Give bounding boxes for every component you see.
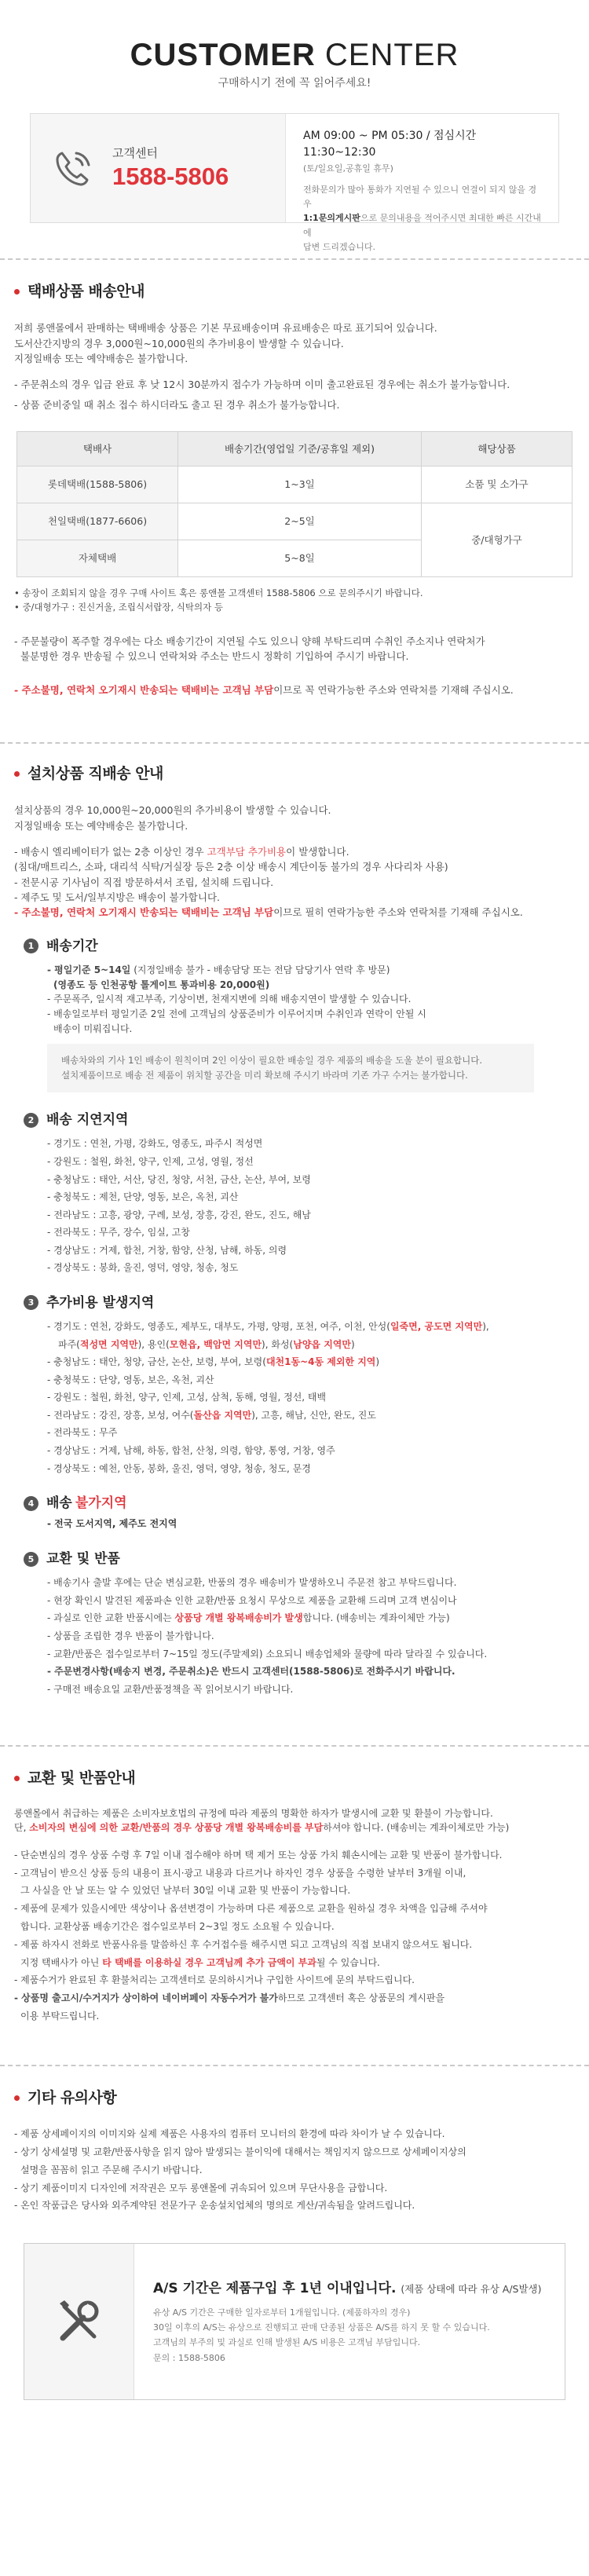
text-line: - 경상북도 : 봉화, 울진, 영덕, 영양, 청송, 청도 bbox=[47, 1262, 239, 1274]
text-line: - 고객님이 받으신 상품 등의 내용이 표시·광고 내용과 다르거나 하자인 경우 상품을 수령한 날부터 3개월 이내, bbox=[14, 1867, 466, 1879]
table-cell: 소품 및 소가구 bbox=[422, 467, 573, 503]
number-badge: 2 bbox=[24, 1113, 38, 1128]
cs-board-link[interactable]: 1:1문의게시판 bbox=[303, 213, 360, 224]
text-line: 파주( bbox=[58, 1338, 80, 1350]
sub-title: 배송 지연지역 bbox=[46, 1112, 129, 1129]
text-line: - 충청북도 : 단양, 영동, 보은, 옥천, 괴산 bbox=[47, 1374, 214, 1385]
text-line: - 구매전 배송요일 교환/반품정책을 꼭 읽어보시기 바랍니다. bbox=[47, 1683, 294, 1695]
text-line: - 상품 준비중일 때 취소 접수 하시더라도 출고 된 경우 취소가 불가능합니다. bbox=[14, 398, 340, 411]
notice-box bbox=[47, 1044, 534, 1092]
text-line: 도서산간지방의 경우 3,000원~10,000원의 추가비용이 발생할 수 있습니다. bbox=[14, 337, 344, 349]
warning-text: 모현읍, 백암면 지역만 bbox=[169, 1338, 262, 1350]
text-line: - 주문취소의 경우 입금 완료 후 낮 12시 30분까지 접수가 가능하며 이미 출고완료된 경우에는 취소가 불가능합니다. bbox=[14, 379, 510, 391]
text-line: 하셔야 합니다. (배송비는 계좌이체로만 가능) bbox=[323, 1822, 510, 1834]
number-badge: 3 bbox=[24, 1295, 38, 1310]
text-line: 이 발생합니다. bbox=[286, 845, 349, 858]
text-line: 합니다. 교환상품 배송기간은 접수일로부터 2~3일 정도 소요될 수 있습니다. bbox=[20, 1920, 335, 1932]
warning-text: 소비자의 변심에 의한 교환/반품의 경우 상품당 개별 왕복배송비를 부담 bbox=[29, 1822, 324, 1834]
as-phone[interactable]: 문의 : 1588-5806 bbox=[153, 2352, 225, 2363]
warning-text: 고객부담 추가비용 bbox=[207, 845, 287, 858]
sub-exchange-return bbox=[14, 1549, 575, 1698]
section-other-notes bbox=[0, 2066, 589, 2215]
text-line: - 상기 제품이미지 디자인에 저작권은 모두 롱앤몰에 귀속되어 있으며 무단사용을 금합니다. bbox=[14, 2182, 388, 2194]
notice-line: 설치제품이므로 배송 전 제품이 위치할 공간을 미리 확보해 주시기 바라며 기존 가구 수거는 불가합니다. bbox=[61, 1070, 468, 1081]
text-line: - 배송일로부터 평일기준 2일 전에 고객님의 상품준비가 이루어지며 수취인과 연락이 안될 시 bbox=[47, 1008, 426, 1019]
text-line: ) bbox=[375, 1356, 380, 1368]
text-line: - 충청북도 : 제천, 단양, 영동, 보은, 옥천, 괴산 bbox=[47, 1191, 239, 1203]
text-line: 이므로 꼭 연락가능한 주소와 연락처를 기재해 주십시오. bbox=[273, 684, 514, 697]
sub-title: 배송기간 bbox=[46, 938, 98, 954]
warning-text: 타 택배를 이용하실 경우 고객님께 추가 금액이 부과 bbox=[102, 1956, 316, 1968]
sub-title: 배송 bbox=[46, 1495, 72, 1512]
text-line: - 단순변심의 경우 상품 수령 후 7일 이내 접수해야 하며 택 제거 또는 상품 가치 훼손시에는 교환 및 반품이 불가합니다. bbox=[14, 1849, 503, 1861]
text-line: - 제품에 문제가 있을시에만 색상이나 옵션변경이 가능하며 다른 제품으로 교환을 원하실 경우 차액을 입금해 주셔야 bbox=[14, 1903, 488, 1915]
cs-note bbox=[303, 183, 543, 254]
tools-icon bbox=[24, 2244, 134, 2399]
notice-line: 배송차와의 기사 1인 배송이 원칙이며 2인 이상이 필요한 배송일 경우 제품의 배송을 도울 분이 필요합니다. bbox=[61, 1055, 483, 1067]
as-line: 유상 A/S 기간은 구매한 일자로부터 1개월입니다. (제품하자의 경우) bbox=[153, 2307, 411, 2318]
text-line: ), 화성( bbox=[262, 1338, 294, 1350]
text-line: 합니다. (배송비는 계좌이체만 가능) bbox=[302, 1612, 450, 1624]
warning-line: 지정일배송 또는 예약배송은 불가합니다. bbox=[14, 352, 188, 364]
text-line: - 전라북도 : 무주, 장수, 임실, 고창 bbox=[47, 1227, 190, 1239]
page-subtitle: 구매하시기 전에 꼭 읽어주세요! bbox=[218, 77, 371, 90]
text-line: - 강원도 : 철원, 화천, 양구, 인제, 고성, 삼척, 동해, 영월, 정선, 태백 bbox=[47, 1392, 327, 1403]
text-line: 저희 롱앤몰에서 판매하는 택배배송 상품은 기본 무료배송이며 유료배송은 따로 표기되어 있습니다. bbox=[14, 322, 437, 335]
number-badge: 1 bbox=[24, 939, 38, 953]
as-line: 30일 이후의 A/S는 유상으로 진행되고 판매 단종된 상품은 A/S를 하지 못 할 수 있습니다. bbox=[153, 2322, 490, 2333]
text-line: - 경기도 : 연천, 가평, 강화도, 영종도, 파주시 적성면 bbox=[47, 1138, 263, 1150]
table-row bbox=[17, 503, 573, 540]
section-title bbox=[14, 1767, 575, 1790]
number-badge: 4 bbox=[24, 1496, 38, 1511]
text-line: 될 수 있습니다. bbox=[316, 1956, 380, 1968]
text-line: - 상품을 조립한 경우 반품이 불가합니다. bbox=[47, 1630, 214, 1641]
section-title-text: 택배상품 배송안내 bbox=[27, 282, 145, 300]
warning-text: 상품당 개별 왕복배송비가 발생 bbox=[174, 1612, 303, 1624]
bullet-dot-icon bbox=[14, 289, 20, 295]
cs-hours bbox=[286, 114, 558, 252]
section-title bbox=[14, 2087, 575, 2109]
text-line: - 전라북도 : 무주 bbox=[47, 1427, 118, 1439]
table-cell: 1~3일 bbox=[178, 467, 422, 503]
shipping-table bbox=[16, 431, 573, 577]
as-line: 고객님의 부주의 및 과실로 인해 발생된 A/S 비용은 고객님 부담입니다. bbox=[153, 2337, 421, 2348]
text-line: - 배송기사 출발 후에는 단순 변심교환, 반품의 경우 배송비가 발생하오니 주문전 참고 부탁드립니다. bbox=[47, 1577, 457, 1589]
text-line: 단, bbox=[14, 1822, 30, 1834]
table-header: 배송기간(영업일 기준/공휴일 제외) bbox=[178, 432, 422, 467]
cs-note-line2: 으로 문의내용을 적어주시면 최대한 빠른 시간내에 bbox=[303, 213, 541, 238]
sub-delay-region bbox=[14, 1110, 575, 1277]
text-line: - 강원도 : 철원, 화천, 양구, 인제, 고성, 영월, 정선 bbox=[47, 1155, 254, 1167]
section-title-text: 교환 및 반품안내 bbox=[27, 1769, 136, 1787]
cs-note-line1: 전화문의가 많아 통화가 지연될 수 있으니 연결이 되지 않을 경우 bbox=[303, 185, 537, 210]
sub-delivery-period bbox=[14, 936, 575, 1092]
text-line: 이므로 필히 연락가능한 주소와 연락처를 기재해 주십시오. bbox=[273, 906, 523, 919]
sub-no-delivery-region bbox=[14, 1493, 575, 1531]
text-line: - 제품 상세페이지의 이미지와 실제 제품은 사용자의 컴퓨터 모니터의 환경에 따라 차이가 날 수 있습니다. bbox=[14, 2128, 445, 2140]
table-header: 해당상품 bbox=[422, 432, 573, 467]
text-line: - 전라남도 : 강진, 장흥, 보성, 여수( bbox=[47, 1409, 194, 1421]
text-bold: 반드시 고객센터(1588-5806)로 전화주시기 바랍니다. bbox=[221, 1666, 455, 1678]
text-line: ) bbox=[350, 1338, 355, 1350]
text-line: - 전라남도 : 고흥, 광양, 구례, 보성, 장흥, 강진, 완도, 진도, 해남 bbox=[47, 1209, 311, 1220]
bullet-dot-icon bbox=[14, 1776, 20, 1781]
text-bold: - 평일기준 5~14일 bbox=[47, 964, 131, 976]
text-line: - 충청남도 : 태안, 청양, 금산, 논산, 보령, 부여, 보령( bbox=[47, 1356, 266, 1368]
section-title-text: 설치상품 직배송 안내 bbox=[27, 764, 163, 782]
sub-extra-cost-region bbox=[14, 1293, 575, 1477]
text-line: 지정 택배사가 아닌 bbox=[20, 1956, 103, 1968]
note-line: • 송장이 조회되지 않을 경우 구매 사이트 혹은 롱앤몰 고객센터 1588-5806 으로 문의주시기 바랍니다. bbox=[14, 587, 423, 598]
cs-hours-text: AM 09:00 ~ PM 05:30 / 점심시간 11:30~12:30 bbox=[303, 129, 477, 159]
table-row bbox=[17, 467, 573, 503]
text-line: - 경기도 : 연천, 강화도, 영종도, 제부도, 대부도, 가평, 양평, 포천, 여주, 이천, 안성( bbox=[47, 1321, 390, 1333]
table-header: 택배사 bbox=[17, 432, 178, 467]
page-title bbox=[0, 39, 589, 71]
warning-text: 대천1동~4동 제외한 지역 bbox=[265, 1356, 376, 1368]
text-line: ), bbox=[482, 1321, 489, 1333]
sub-title: 교환 및 반품 bbox=[46, 1550, 120, 1567]
text-line: ), 고흥, 해남, 신안, 완도, 진도 bbox=[251, 1409, 376, 1421]
text-line: 롱앤몰에서 취급하는 제품은 소비자보호법의 규정에 따라 제품의 명확한 하자가 발생시에 교환 및 환불이 가능합니다. bbox=[14, 1807, 493, 1819]
as-heading-sub: (제품 상태에 따라 유상 A/S발생) bbox=[401, 2282, 542, 2295]
as-heading bbox=[153, 2278, 542, 2299]
section-title bbox=[14, 280, 575, 303]
warning-text: - 주소불명, 연락처 오기재시 반송되는 택배비는 고객님 부담 bbox=[14, 684, 274, 697]
sub-title-red: 불가지역 bbox=[75, 1495, 127, 1512]
warning-text: 남양읍 지역만 bbox=[293, 1338, 351, 1350]
text-line: - 충청남도 : 태안, 서산, 당진, 청양, 서천, 금산, 논산, 부여, 보령 bbox=[47, 1173, 311, 1185]
text-line: (침대/매트리스, 소파, 대리석 식탁/거실장 등은 2층 이상 배송시 계단이동 불가의 경우 사다리차 사용) bbox=[14, 861, 448, 873]
table-cell: 2~5일 bbox=[178, 503, 422, 540]
cs-label: 고객센터 bbox=[112, 146, 158, 161]
text-line: 설명을 꼼꼼히 읽고 주문해 주시기 바랍니다. bbox=[20, 2164, 203, 2175]
warning-text: 돌산읍 지역만 bbox=[193, 1409, 252, 1421]
warning-line: (영종도 등 인천공항 톨게이트 통과비용 20,000원) bbox=[53, 979, 270, 990]
text-line: - 주문폭주, 일시적 재고부족, 기상이변, 천재지변에 의해 배송지연이 발생할 수 있습니다. bbox=[47, 993, 412, 1005]
text-line: - 주문불량이 폭주할 경우에는 다소 배송기간이 지연될 수도 있으니 양해 부탁드리며 수취인 주소지나 연락처가 bbox=[14, 635, 485, 647]
header bbox=[0, 0, 589, 93]
text-line: - 현장 확인시 발견된 제품파손 인한 교환/반품 요청시 무상으로 제품을 교환해 드리며 고객 변심이나 bbox=[47, 1594, 457, 1606]
section-installation-delivery bbox=[0, 744, 589, 1698]
table-cell: 롯데택배(1588-5806) bbox=[17, 467, 178, 503]
text-line: 하므로 고객센터 혹은 상품문의 게시판을 bbox=[277, 1992, 445, 2004]
page-title-light: CENTER bbox=[324, 38, 459, 72]
text-line: - 경상북도 : 예천, 안동, 봉화, 울진, 영덕, 영양, 청송, 청도, 문경 bbox=[47, 1462, 311, 1474]
warning-text: 적성면 지역만 bbox=[79, 1338, 138, 1350]
text-line: - 온인 작품급은 당사와 외주계약된 전문가구 운송설치업체의 명의로 게산/귀속됨을 알려드립니다. bbox=[14, 2200, 415, 2212]
text-line: 그 사실을 안 날 또는 알 수 있었던 날부터 30일 이내 교환 및 반품이 가능합니다. bbox=[20, 1885, 351, 1897]
number-badge: 5 bbox=[24, 1552, 38, 1567]
text-line: - 제품 하자시 전화로 반품사유를 말씀하신 후 수거접수를 해주시면 되고 고객님의 직접 보내지 않으셔도 됩니다. bbox=[14, 1938, 473, 1950]
warning-line: 지정일배송 또는 예약배송은 불가합니다. bbox=[14, 819, 188, 832]
section-title bbox=[14, 763, 575, 785]
text-line: - 상기 상세설명 및 교환/반품사항을 읽지 않아 발생되는 불이익에 대해서는 책임지지 않으므로 상세페이지상의 bbox=[14, 2146, 466, 2157]
text-line: (지정일배송 불가 - 배송담당 또는 전담 담당기사 연락 후 방문) bbox=[130, 964, 390, 976]
text-line: - 전국 도서지역, 제주도 전지역 bbox=[47, 1518, 177, 1530]
text-line: - 제품수거가 완료된 후 환불처리는 고객센터로 문의하시거나 구입한 사이트에 문의 부탁드립니다. bbox=[14, 1974, 415, 1986]
section-title-text: 기타 유의사항 bbox=[27, 2088, 117, 2106]
section-parcel-delivery bbox=[0, 260, 589, 698]
section-exchange-return bbox=[0, 1747, 589, 2025]
text-line: 배송이 미뤄집니다. bbox=[53, 1023, 133, 1034]
text-line: - 교환/반품은 접수일로부터 7~15일 정도(주말제외) 소요되니 배송업체와 물량에 따라 달라질 수 있습니다. bbox=[47, 1648, 488, 1659]
text-line: ), 용인( bbox=[137, 1338, 170, 1350]
bullet-dot-icon bbox=[14, 2095, 20, 2101]
text-line: - 경상남도 : 거제, 남해, 하동, 합천, 산청, 의령, 함양, 통영, 거창, 영주 bbox=[47, 1444, 335, 1456]
warning-text: 일죽면, 공도면 지역만 bbox=[390, 1321, 483, 1333]
text-line: - 전문시공 기사님이 직접 방문하셔서 조립, 설치해 드립니다. bbox=[14, 876, 274, 888]
phone-icon bbox=[51, 145, 97, 191]
text-line: - 제주도 및 도서/일부지방은 배송이 불가합니다. bbox=[14, 891, 220, 904]
as-heading-text: A/S 기간은 제품구입 후 1년 이내입니다. bbox=[153, 2280, 397, 2296]
warning-text: - 주소불명, 연락처 오기재시 반송되는 택배비는 고객님 부담 bbox=[14, 906, 274, 919]
text-line: - 경상남도 : 거제, 합천, 거창, 함양, 산청, 남해, 하동, 의령 bbox=[47, 1244, 287, 1256]
table-cell: 5~8일 bbox=[178, 540, 422, 577]
text-bold: - 주문변경사항(배송지 변경, 주문취소)은 bbox=[47, 1666, 222, 1678]
note-line: • 중/대형가구 : 진신거울, 조립식서랍장, 식탁의자 등 bbox=[14, 601, 223, 613]
as-info-box bbox=[24, 2243, 565, 2400]
text-line: 불분명한 경우 반송될 수 있으니 연락처와 주소는 반드시 정확히 기입하여 주시기 바랍니다. bbox=[20, 650, 409, 662]
text-line: 이용 부탁드립니다. bbox=[20, 2010, 100, 2022]
text-line: - 과실로 인한 교환 반품시에는 bbox=[47, 1612, 175, 1624]
table-cell: 자체택배 bbox=[17, 540, 178, 577]
cs-note-line3: 답변 드리겠습니다. bbox=[303, 241, 376, 252]
text-line: - 배송시 엘리베이터가 없는 2층 이상인 경우 bbox=[14, 845, 207, 858]
sub-title: 추가비용 발생지역 bbox=[46, 1294, 155, 1311]
text-bold: - 상품명 출고시/수거지가 상이하여 네이버페이 자동수거가 불가 bbox=[14, 1992, 278, 2004]
page-title-bold: CUSTOMER bbox=[130, 38, 316, 72]
cs-phone[interactable]: 1588-5806 bbox=[112, 163, 229, 191]
customer-center-box bbox=[30, 113, 559, 252]
table-cell: 천일택배(1877-6606) bbox=[17, 503, 178, 540]
cs-contact bbox=[31, 114, 286, 222]
table-cell: 중/대형가구 bbox=[422, 503, 573, 577]
text-line: 설치상품의 경우 10,000원~20,000원의 추가비용이 발생할 수 있습니다. bbox=[14, 804, 331, 817]
bullet-dot-icon bbox=[14, 771, 20, 777]
cs-holiday: (토/일요일,공휴일 휴무) bbox=[303, 163, 393, 174]
